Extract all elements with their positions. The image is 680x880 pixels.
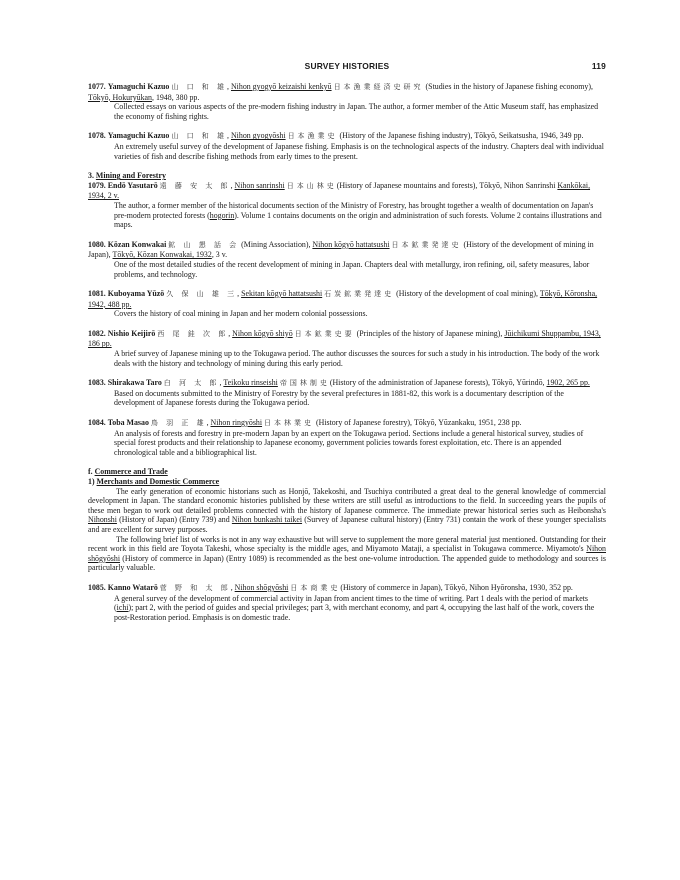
author-japanese: 西 尾 銈 次 郎 bbox=[157, 329, 229, 338]
entry-1081 bbox=[88, 289, 606, 319]
entry-1078 bbox=[88, 131, 606, 161]
entry-annotation: An extremely useful survey of the development of Japanese fishing. Emphasis is on the technological aspects of the industry. Chapters deal with individual varieties of fish and describe fishing methods from early times to the present. bbox=[114, 141, 604, 161]
entry-title: Nihon kōgyō shiyō bbox=[232, 328, 293, 338]
author-japanese: 鉱 山 懇 話 会 bbox=[168, 240, 240, 249]
entry-head: 1077. Yamaguchi Kazuo 山 口 和 雄, Nihon gyogyō keizaishi kenkyū 日本漁業経済史研究 (Studies in the history of Japanese fishing economy), Tōkyō, Hokuryūkan, 1948, 380 pp. bbox=[88, 82, 593, 102]
entry-1085 bbox=[88, 583, 606, 622]
entry-head: 1084. Toba Masao 鳥 羽 正 雄, Nihon ringyōshi 日本林業史 (History of Japanese forestry), Tōkyō, Yūzankaku, 1951, 238 pp. bbox=[88, 418, 522, 428]
entry-1080 bbox=[88, 240, 606, 279]
title-japanese: 日本漁業経済史研究 bbox=[333, 83, 424, 91]
author-japanese: 白 河 太 郎 bbox=[163, 379, 220, 388]
section-heading-commerce: f. Commerce and Trade bbox=[88, 467, 168, 477]
author-japanese: 山 口 和 雄 bbox=[171, 83, 228, 91]
entry-title: Nihon sanrinshi bbox=[234, 180, 285, 190]
entry-annotation: One of the most detailed studies of the recent development of mining in Japan. Chapters deal with metallurgy, iron refining, oil, safety measures, labor problems, and technology. bbox=[114, 259, 590, 279]
entry-title: Nihon shōgyōshi bbox=[234, 582, 289, 592]
entry-title: Nihon gyogyōshi bbox=[230, 131, 286, 141]
author-japanese: 菅 野 和 太 郎 bbox=[159, 583, 231, 592]
title-japanese: 日本鉱業史要 bbox=[294, 329, 355, 338]
title-japanese: 日本林業史 bbox=[264, 419, 315, 428]
title-japanese: 石炭鉱業発達史 bbox=[324, 290, 395, 299]
intro-paragraphs bbox=[88, 487, 606, 573]
entry-head: 1078. Yamaguchi Kazuo 山 口 和 雄, Nihon gyogyōshi 日本漁業史 (History of the Japanese fishing industry), Tōkyō, Seikatsusha, 1946, 349 pp. bbox=[88, 131, 584, 141]
entry-annotation: An analysis of forests and forestry in pre-modern Japan by an expert on the Tokugawa period. Sections include a general historical survey, studies of special forest products and their relationship to Japanese economy, government policies towards forest exploitation, etc. There is an appended chronological table and a bibliographical list. bbox=[114, 428, 584, 457]
title-japanese: 日本鉱業発達史 bbox=[391, 240, 462, 249]
author-japanese: 久 保 山 雄 三 bbox=[166, 290, 238, 299]
entry-annotation: A brief survey of Japanese mining up to the Tokugawa period. The author discusses the sources for such a study in his introduction. The body of the work deals with the history and technology of mining during this early period. bbox=[114, 349, 600, 368]
entry-1082 bbox=[88, 329, 606, 368]
page-number: 119 bbox=[591, 61, 606, 71]
entry-1083 bbox=[88, 378, 606, 408]
entry-head: 1083. Shirakawa Taro 白 河 太 郎, Teikoku rinseishi 帝国林制史(History of the administration of Japanese forests), Tōkyō, Yūrindō, 1902, 265 pp. bbox=[88, 378, 590, 388]
author-japanese: 遠 藤 安 太 郎 bbox=[159, 181, 231, 190]
entry-title: Teikoku rinseishi bbox=[223, 378, 278, 388]
entry-title: Nihon ringyōshi bbox=[210, 418, 263, 428]
entry-title: Sekitan kōgyō hattatsushi bbox=[241, 289, 323, 299]
author-japanese: 鳥 羽 正 雄 bbox=[150, 419, 207, 428]
entry-annotation: Collected essays on various aspects of the pre-modern fishing industry in Japan. The author, a former member of the Attic Museum staff, has emphasized the economy of fishing rights. bbox=[114, 102, 599, 121]
author-japanese: 山 口 和 雄 bbox=[171, 132, 228, 141]
entry-annotation: Based on documents submitted to the Ministry of Forestry by the several prefectures in 1881-82, this work is a documentary description of the development of Japanese forests during the Tokugawa period. bbox=[114, 388, 564, 408]
title-japanese: 帝国林制史 bbox=[279, 379, 330, 388]
page-content bbox=[88, 82, 606, 632]
entry-head: 1082. Nishio Keijirō 西 尾 銈 次 郎, Nihon kōgyō shiyō 日本鉱業史要 (Principles of the history of Japanese mining), Jūichikumi Shuppambu, 1943, 186 pp. bbox=[88, 328, 601, 349]
section-heading-mining: 3. Mining and Forestry bbox=[88, 171, 166, 181]
entry-head: 1080. Kōzan Konwakai 鉱 山 懇 話 会 (Mining Association), Nihon kōgyō hattatsushi 日本鉱業発達史 (History of the development of mining in Japan), Tōkyō, Kōzan Konwakai, 1932, 3 v. bbox=[88, 239, 594, 260]
entry-annotation: Covers the history of coal mining in Japan and her modern colonial possessions. bbox=[114, 309, 368, 319]
entry-1077 bbox=[88, 82, 606, 121]
entry-head: 1085. Kanno Watarō 菅 野 和 太 郎, Nihon shōgyōshi 日本商業史(History of commerce in Japan), Tōkyō, Nihon Hyōronsha, 1930, 352 pp. bbox=[88, 582, 573, 592]
running-header bbox=[88, 61, 606, 73]
entry-annotation: The author, a former member of the historical documents section of the Ministry of Forestry, has brought together a wealth of documentation on Japan's pre-modern protected forests (hogorin). Volume 1 contains documents on the origin and administration of such forests. Volume 2 contains illustrations and maps. bbox=[114, 200, 602, 230]
entry-head: 1079. Endō Yasutarō 遠 藤 安 太 郎, Nihon sanrinshi 日本山林史(History of Japanese mountains and forests), Tōkyō, Nihon Sanrinshi Kankōkai, 1934, 2 v. bbox=[88, 180, 591, 201]
title-japanese: 日本商業史 bbox=[290, 583, 341, 592]
entry-1079 bbox=[88, 181, 606, 230]
title-japanese: 日本漁業史 bbox=[287, 132, 338, 141]
intro-paragraph: The early generation of economic historians such as Honjō, Takekoshi, and Tsuchiya contributed a great deal to the general knowledge of commercial development in Japan. The standard economic histories published by these writers are still useful as introductions to the field. In succeeding years the pupils of these men began to work out detailed problems connected with the history of Japanese commerce. The immediate prewar historical series such as Heibonsha's Nihonshi (History of Japan) (Entry 739) and Nihon bunkashi taikei (Survey of Japanese cultural history) (Entry 731) contain the work of these younger specialists and are excellent for survey purposes. bbox=[88, 486, 607, 534]
title-japanese: 日本山林史 bbox=[286, 181, 337, 190]
entry-title: Nihon gyogyō keizaishi kenkyū bbox=[230, 82, 332, 91]
entry-title: Nihon kōgyō hattatsushi bbox=[312, 239, 390, 249]
subsection-heading-merchants: 1) Merchants and Domestic Commerce bbox=[88, 477, 220, 486]
header-title: SURVEY HISTORIES bbox=[304, 61, 390, 71]
entry-head: 1081. Kuboyama Yūzō 久 保 山 雄 三, Sekitan kōgyō hattatsushi 石炭鉱業発達史 (History of the development of coal mining), Tōkyō, Kōronsha, 1942, 488 pp. bbox=[88, 289, 598, 309]
entry-annotation: A general survey of the development of commercial activity in Japan from ancient times to the time of writing. Part 1 deals with the period of markets (ichi); part 2, with the period of guides and special privileges; part 3, with merchant economy, and part 4, occupying the last half of the work, covers the post-Restoration period. Emphasis is on domestic trade. bbox=[114, 593, 595, 622]
entry-1084 bbox=[88, 418, 606, 457]
intro-paragraph: The following brief list of works is not in any way exhaustive but will serve to supplement the more general material just mentioned. Outstanding for their recent work in this field are Toyota Takeshi, whose specialty is the middle ages, and Miyamoto Mataji, a specialist in Tokugawa commerce. Miyamoto's Nihon shōgyōshi (History of commerce in Japan) (Entry 1089) is recommended as the best one-volume introduction. The appended guide to methodology and sources is particularly valuable. bbox=[88, 534, 606, 573]
